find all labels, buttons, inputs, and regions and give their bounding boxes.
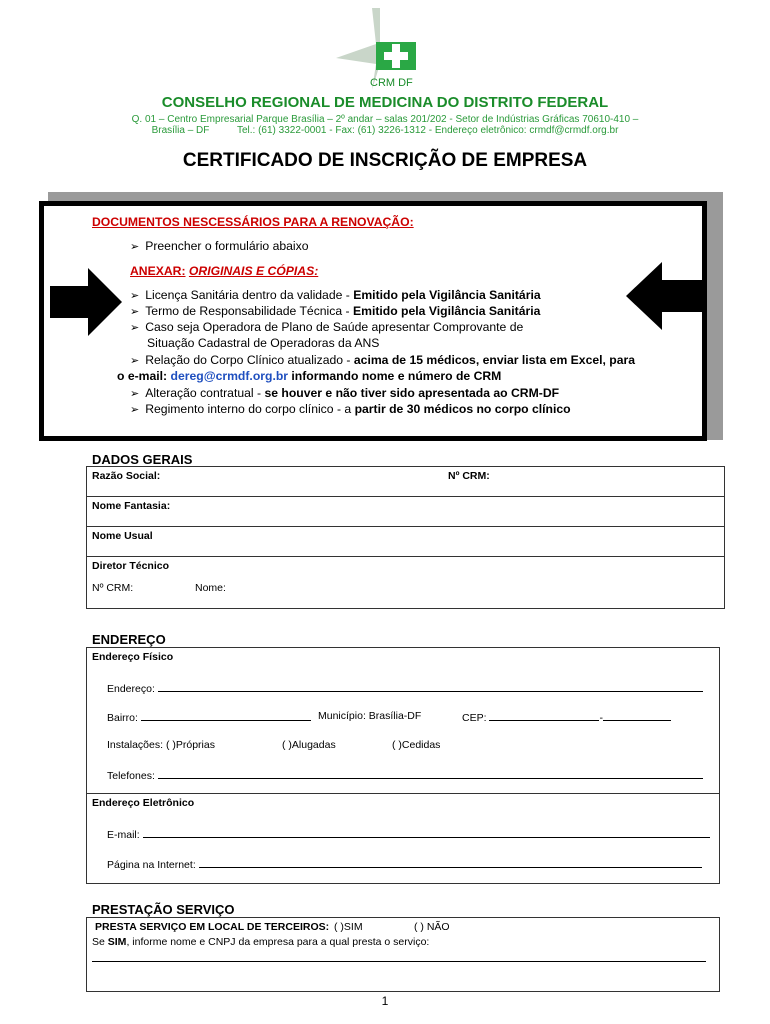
address-line-1: Q. 01 – Centro Empresarial Parque Brasília – 2º andar – salas 201/202 - Setor de Indústrias Gráficas 70610-410 – — [131, 114, 639, 125]
org-name: CONSELHO REGIONAL DE MEDICINA DO DISTRITO FEDERAL — [161, 94, 609, 111]
divider — [86, 556, 725, 557]
notice-item-6: ➢ Regimento interno do corpo clínico - a partir de 30 médicos no corpo clínico — [130, 402, 571, 416]
notice-item-3: ➢ Caso seja Operadora de Plano de Saúde apresentar Comprovante de — [130, 320, 523, 334]
divider — [86, 496, 725, 497]
divider — [86, 526, 725, 527]
telefones-row[interactable]: Telefones: — [107, 768, 703, 782]
pagina-internet-row[interactable]: Página na Internet: — [107, 857, 702, 871]
se-sim-instruction: Se SIM, informe nome e CNPJ da empresa para a qual presta o serviço: — [92, 936, 430, 948]
email-link[interactable]: dereg@crmdf.org.br — [170, 369, 289, 383]
diretor-crm-field[interactable]: Nº CRM: — [92, 582, 134, 594]
logo-text: CRM DF — [370, 77, 413, 89]
address-line-2: Brasília – DF Tel.: (61) 3322-0001 - Fax: (61) 3226-1312 - Endereço eletrônico: crmdf@crmdf.org.br — [151, 125, 619, 136]
notice-heading: DOCUMENTOS NESCESSÁRIOS PARA A RENOVAÇÃO: — [92, 215, 414, 229]
company-info-line[interactable] — [92, 961, 706, 962]
notice-item-1: ➢ Licença Sanitária dentro da validade - Emitido pela Vigilância Sanitária — [130, 288, 541, 302]
endereco-row[interactable]: Endereço: — [107, 681, 703, 695]
notice-item-4-email-line: o e-mail: dereg@crmdf.org.br informando nome e número de CRM — [117, 369, 502, 383]
crm-df-logo — [330, 6, 425, 90]
endereco-eletronico-title: Endereço Eletrônico — [92, 797, 195, 809]
document-title: CERTIFICADO DE INSCRIÇÃO DE EMPRESA — [182, 150, 588, 171]
sim-checkbox[interactable]: ( )SIM — [334, 921, 363, 933]
notice-item-4: ➢ Relação do Corpo Clínico atualizado - acima de 15 médicos, enviar lista em Excel, para — [130, 353, 635, 367]
left-arrow-icon — [626, 262, 702, 330]
endereco-heading: ENDEREÇO — [92, 632, 166, 647]
notice-attach: ANEXAR: ORIGINAIS E CÓPIAS: — [130, 264, 319, 278]
dados-gerais-frame — [86, 466, 725, 609]
nao-checkbox[interactable]: ( ) NÃO — [414, 921, 450, 933]
notice-item-3b: Situação Cadastral de Operadoras da ANS — [147, 336, 380, 350]
dados-gerais-heading: DADOS GERAIS — [92, 452, 193, 467]
crm-field[interactable]: Nº CRM: — [448, 470, 490, 482]
notice-fill-form: ➢ Preencher o formulário abaixo — [130, 239, 308, 253]
cep-row[interactable]: CEP: - — [462, 710, 671, 724]
razao-social-field[interactable]: Razão Social: — [92, 470, 161, 482]
diretor-nome-field[interactable]: Nome: — [195, 582, 226, 594]
prestacao-heading: PRESTAÇÃO SERVIÇO — [92, 902, 235, 917]
endereco-fisico-title: Endereço Físico — [92, 651, 174, 663]
notice-box — [39, 201, 707, 441]
nome-usual-field[interactable]: Nome Usual — [92, 530, 153, 542]
cedidas-checkbox[interactable]: ( )Cedidas — [392, 739, 441, 751]
right-arrow-icon — [50, 268, 122, 336]
alugadas-checkbox[interactable]: ( )Alugadas — [282, 739, 336, 751]
instalacoes-proprias-checkbox[interactable]: Instalações: ( )Próprias — [107, 739, 215, 751]
municipio-label: Município: Brasília-DF — [318, 710, 422, 722]
presta-servico-question: PRESTA SERVIÇO EM LOCAL DE TERCEIROS: — [95, 921, 330, 933]
notice-item-5: ➢ Alteração contratual - se houver e não tiver sido apresentada ao CRM-DF — [130, 386, 559, 400]
notice-item-2: ➢ Termo de Responsabilidade Técnica - Emitido pela Vigilância Sanitária — [130, 304, 540, 318]
bairro-row[interactable]: Bairro: — [107, 710, 311, 724]
email-row[interactable]: E-mail: — [107, 827, 710, 841]
nome-fantasia-field[interactable]: Nome Fantasia: — [92, 500, 171, 512]
page-number: 1 — [381, 994, 389, 1008]
diretor-tecnico-label: Diretor Técnico — [92, 560, 170, 572]
divider — [86, 793, 720, 794]
